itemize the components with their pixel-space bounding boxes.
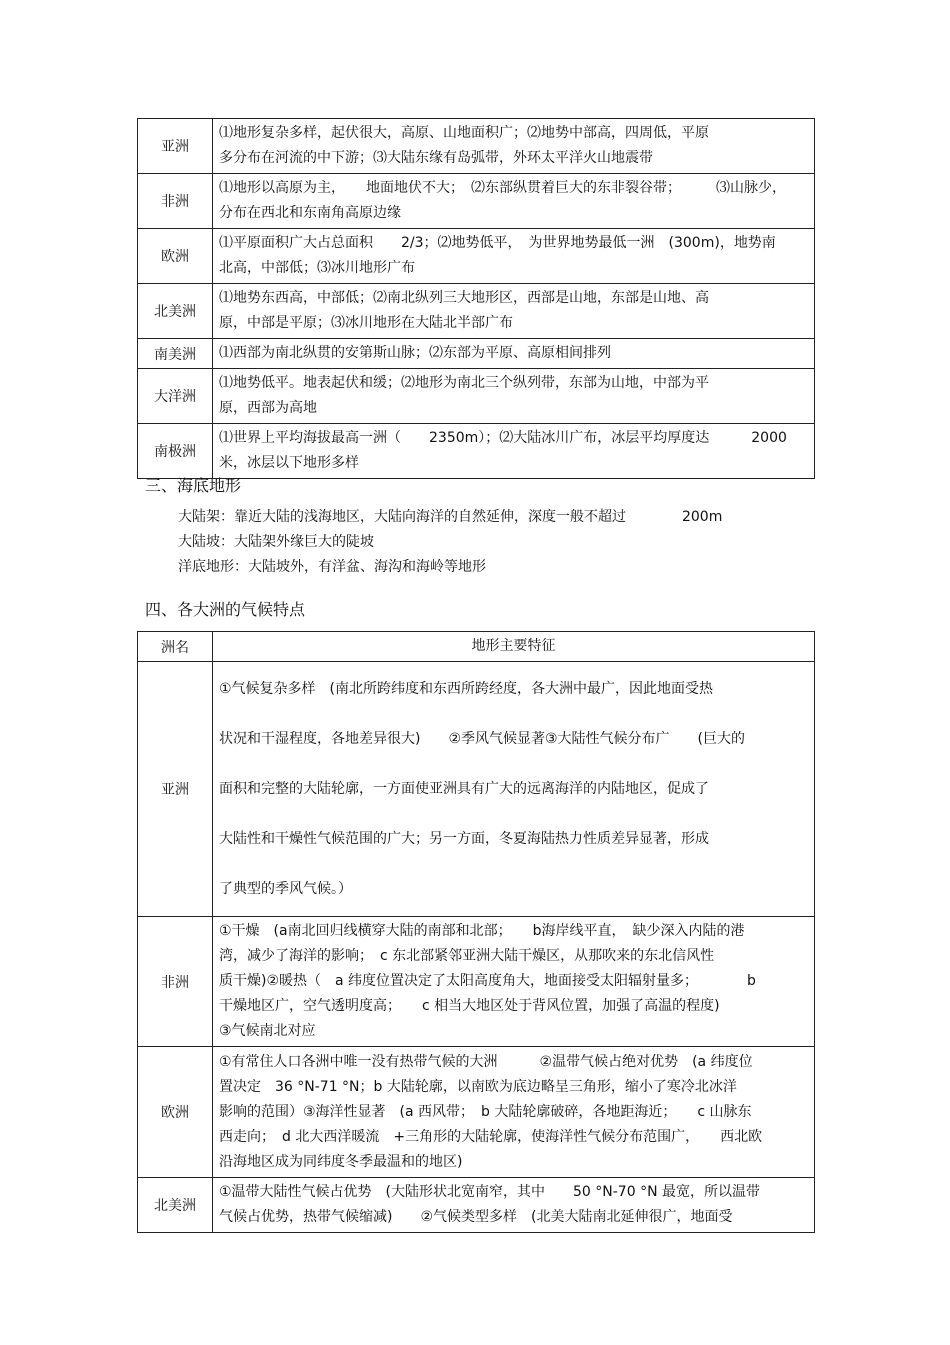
terrain-table <box>137 118 815 479</box>
climate-description-line: ③气候南北对应 <box>219 1023 316 1039</box>
climate-description-line: 大陆性和干燥性气候范围的广大；另一方面，冬夏海陆热力性质差异显著，形成 <box>219 831 709 847</box>
climate-description-line: 影响的范围）③海洋性显著 (a 西风带； b 大陆轮廓破碎，各地距海近； c 山脉东 <box>219 1103 752 1120</box>
climate-description-line: ①干燥 (a南北回归线横穿大陆的南部和北部； b海岸线平直， 缺少深入内陆的港 <box>219 923 745 939</box>
climate-table <box>137 631 815 1233</box>
climate-table-header <box>138 632 815 662</box>
climate-description <box>213 662 815 917</box>
section-title-climate: 四、各大洲的气候特点 <box>145 600 306 619</box>
climate-row <box>138 1047 815 1178</box>
terrain-description-line: ⑴地形以高原为主， 地面地伏不大； ⑵东部纵贯着巨大的东非裂谷带； ⑶山脉少， <box>219 180 786 196</box>
climate-description <box>213 1178 815 1233</box>
climate-continent-name: 欧洲 <box>138 1047 213 1178</box>
terrain-description-line: ⑴平原面积广大占总面积 2/3；⑵地势低平， 为世界地势最低一洲 (300m)，地势南 <box>219 235 776 251</box>
terrain-continent-name: 欧洲 <box>138 229 213 284</box>
terrain-description-line: ⑴西部为南北纵贯的安第斯山脉；⑵东部为平原、高原相间排列 <box>219 345 611 361</box>
climate-row <box>138 662 815 917</box>
terrain-description <box>213 339 815 369</box>
climate-description-line: 质干燥)②暖热（ a 纬度位置决定了太阳高度角大，地面接受太阳辐射量多； b <box>219 973 756 989</box>
climate-description-line: 面积和完整的大陆轮廓，一方面使亚洲具有广大的远离海洋的内陆地区，促成了 <box>219 781 709 797</box>
terrain-description <box>213 174 815 229</box>
climate-description-line: 干燥地区广，空气透明度高； c 相当大地区处于背风位置，加强了高温的程度) <box>219 998 720 1014</box>
climate-continent-name: 亚洲 <box>138 662 213 917</box>
climate-description-line: 湾，减少了海洋的影响； c 东北部紧邻亚洲大陆干燥区，从那吹来的东北信风性 <box>219 948 715 964</box>
terrain-description <box>213 424 815 479</box>
terrain-description <box>213 119 815 174</box>
terrain-description-line: 多分布在河流的中下游；⑶大陆东缘有岛弧带，外环太平洋火山地震带 <box>219 150 653 166</box>
climate-description-line: ①气候复杂多样 (南北所跨纬度和东西所跨经度，各大洲中最广，因此地面受热 <box>219 681 714 697</box>
climate-description-line: 状况和干湿程度，各地差异很大) ②季风气候显著③大陆性气候分布广 (巨大的 <box>219 731 746 747</box>
terrain-description-line: 原，西部为高地 <box>219 400 317 416</box>
terrain-description-line: 分布在西北和东南角高原边缘 <box>219 205 401 221</box>
climate-description <box>213 917 815 1047</box>
climate-description-line: 沿海地区成为同纬度冬季最温和的地区) <box>219 1153 463 1170</box>
terrain-continent-name: 北美洲 <box>138 284 213 339</box>
terrain-continent-name: 非洲 <box>138 174 213 229</box>
climate-description-line: 气候占优势，热带气候缩减) ②气候类型多样 (北美大陆南北延伸很广，地面受 <box>219 1209 733 1225</box>
climate-description-line: 西走向； d 北大西洋暖流 +三角形的大陆轮廓，使海洋性气候分布范围广， 西北欧 <box>219 1128 763 1145</box>
climate-description-line: ①有常住人口各洲中唯一没有热带气候的大洲 ②温带气候占绝对优势 (a 纬度位 <box>219 1053 753 1070</box>
header-feature: 地形主要特征 <box>213 632 815 662</box>
terrain-description-line: ⑴地势东西高，中部低；⑵南北纵列三大地形区，西部是山地，东部是山地、高 <box>219 290 709 306</box>
climate-description <box>213 1047 815 1178</box>
terrain-description-line: 北高，中部低；⑶冰川地形广布 <box>219 260 415 276</box>
terrain-row <box>138 284 815 339</box>
terrain-row <box>138 229 815 284</box>
terrain-continent-name: 南极洲 <box>138 424 213 479</box>
terrain-description <box>213 229 815 284</box>
terrain-row <box>138 339 815 369</box>
terrain-row <box>138 174 815 229</box>
terrain-description <box>213 284 815 339</box>
terrain-description-line: ⑴地形复杂多样，起伏很大，高原、山地面积广；⑵地势中部高，四周低，平原 <box>219 125 709 141</box>
climate-continent-name: 非洲 <box>138 917 213 1047</box>
seafloor-item-shelf: 大陆架：靠近大陆的浅海地区，大陆向海洋的自然延伸，深度一般不超过 200m <box>178 509 723 525</box>
terrain-continent-name: 大洋洲 <box>138 369 213 424</box>
terrain-description <box>213 369 815 424</box>
terrain-row <box>138 119 815 174</box>
terrain-row <box>138 369 815 424</box>
terrain-description-line: ⑴地势低平。地表起伏和缓；⑵地形为南北三个纵列带，东部为山地，中部为平 <box>219 375 709 391</box>
terrain-description-line: 米，冰层以下地形多样 <box>219 455 359 471</box>
climate-row <box>138 1178 815 1233</box>
climate-continent-name: 北美洲 <box>138 1178 213 1233</box>
climate-description-line: 置决定 36 °N-71 °N；b 大陆轮廓，以南欧为底边略呈三角形，缩小了寒冷北冰洋 <box>219 1078 737 1095</box>
seafloor-list <box>178 505 722 580</box>
climate-row <box>138 917 815 1047</box>
terrain-description-line: ⑴世界上平均海拔最高一洲（ 2350m）；⑵大陆冰川广布，冰层平均厚度达 2000 <box>219 430 787 446</box>
climate-description-line: ①温带大陆性气候占优势 (大陆形状北宽南窄，其中 50 °N-70 °N 最宽，所以温带 <box>219 1184 760 1200</box>
seafloor-item-slope: 大陆坡：大陆架外缘巨大的陡坡 <box>178 534 374 550</box>
climate-description-line: 了典型的季风气候。） <box>219 881 352 897</box>
section-title-seafloor: 三、海底地形 <box>145 476 242 495</box>
header-continent: 洲名 <box>138 632 213 662</box>
terrain-row <box>138 424 815 479</box>
terrain-continent-name: 南美洲 <box>138 339 213 369</box>
terrain-description-line: 原，中部是平原；⑶冰川地形在大陆北半部广布 <box>219 315 513 331</box>
terrain-continent-name: 亚洲 <box>138 119 213 174</box>
seafloor-item-ocean-floor: 洋底地形：大陆坡外，有洋盆、海沟和海岭等地形 <box>178 559 486 575</box>
